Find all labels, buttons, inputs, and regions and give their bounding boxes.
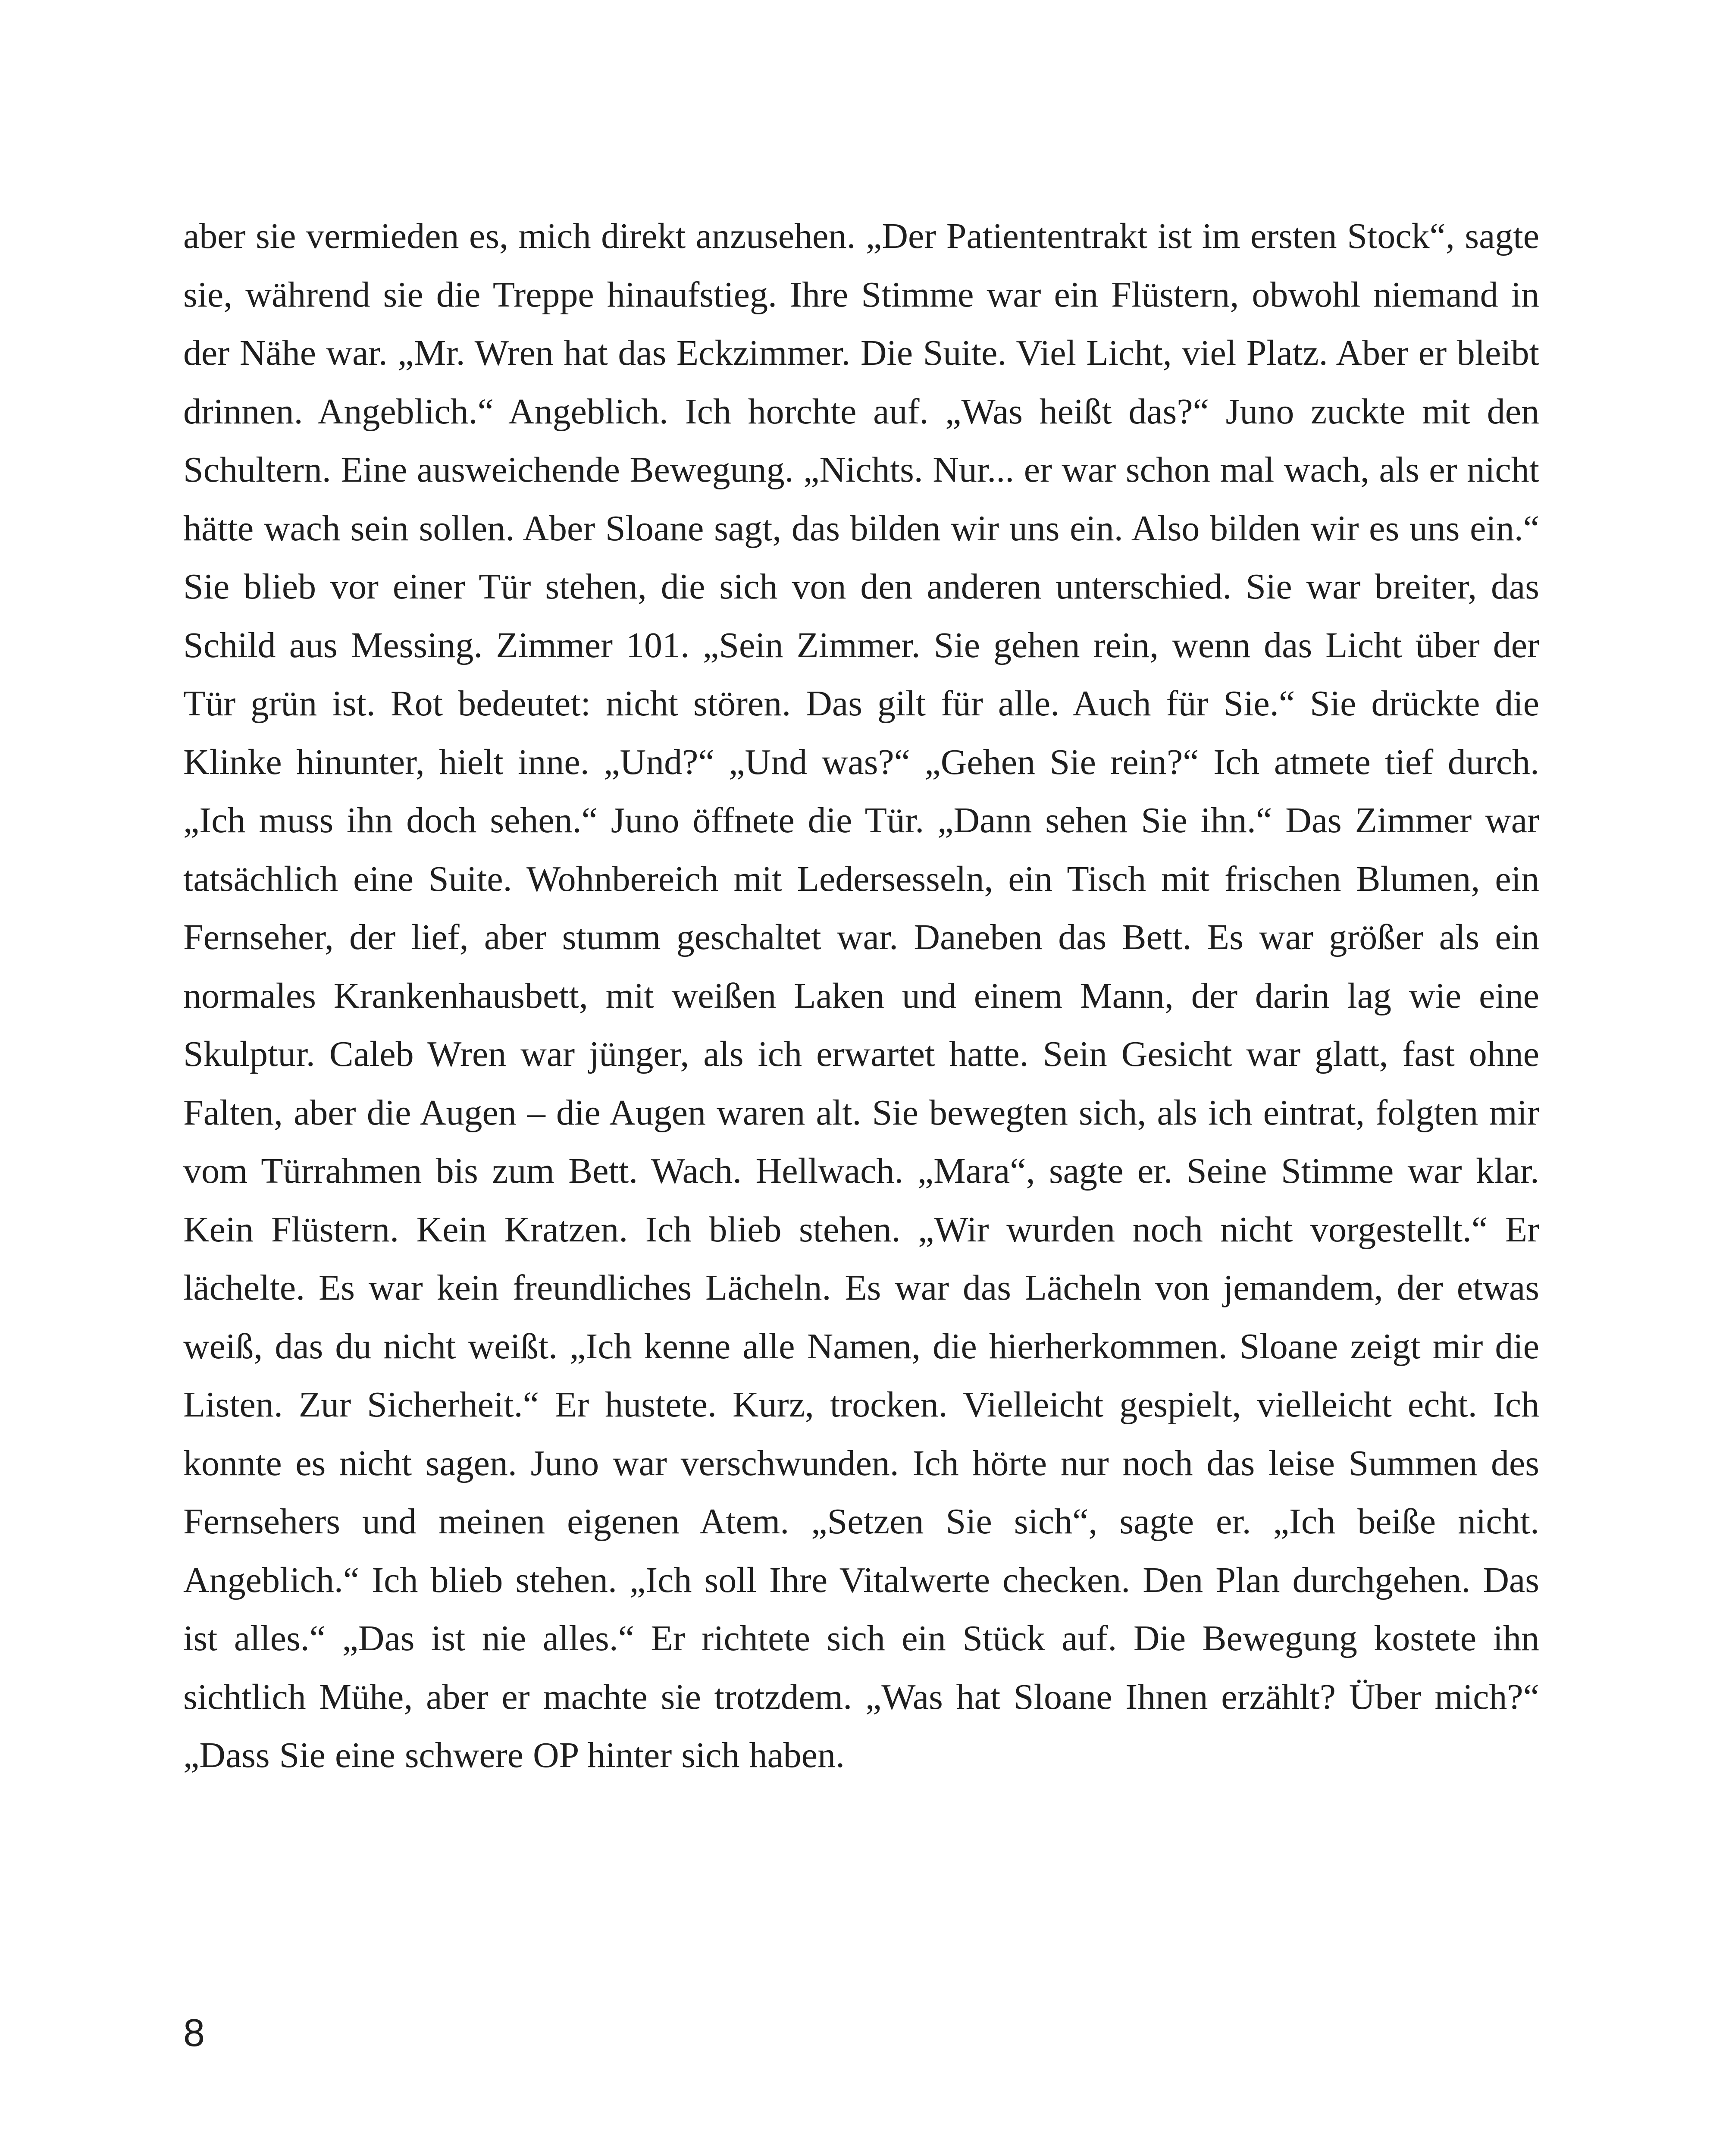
body-paragraph: aber sie vermieden es, mich direkt anzusehen. „Der Patiententrakt ist im ersten Stock“, sagte sie, während sie die Treppe hinaufstieg. Ihre Stimme war ein Flüstern, obwohl niemand in der Nähe war. „Mr. Wren hat das Eckzimmer. Die Suite. Viel Licht, viel Platz. Aber er bleibt drinnen. Angeblich.“ Angeblich. Ich horchte auf. „Was heißt das?“ Juno zuckte mit den Schultern. Eine ausweichende Bewegung. „Nichts. Nur... er war schon mal wach, als er nicht hätte wach sein sollen. Aber Sloane sagt, das bilden wir uns ein. Also bilden wir es uns ein.“ Sie blieb vor einer Tür stehen, die sich von den anderen unterschied. Sie war breiter, das Schild aus Messing. Zimmer 101. „Sein Zimmer. Sie gehen rein, wenn das Licht über der Tür grün ist. Rot bedeutet: nicht stören. Das gilt für alle. Auch für Sie.“ Sie drückte die Klinke hinunter, hielt inne. „Und?“ „Und was?“ „Gehen Sie rein?“ Ich atmete tief durch. „Ich muss ihn doch sehen.“ Juno öffnete die Tür. „Dann sehen Sie ihn.“ Das Zimmer war tatsächlich eine Suite. Wohnbereich mit Ledersesseln, ein Tisch mit frischen Blumen, ein Fernseher, der lief, aber stumm geschaltet war. Daneben das Bett. Es war größer als ein normales Krankenhausbett, mit weißen Laken und einem Mann, der darin lag wie eine Skulptur. Caleb Wren war jünger, als ich erwartet hatte. Sein Gesicht war glatt, fast ohne Falten, aber die Augen – die Augen waren alt. Sie bewegten sich, als ich eintrat, folgten mir vom Türrahmen bis zum Bett. Wach. Hellwach. „Mara“, sagte er. Seine Stimme war klar. Kein Flüstern. Kein Kratzen. Ich blieb stehen. „Wir wurden noch nicht vorgestellt.“ Er lächelte. Es war kein freundliches Lächeln. Es war das Lächeln von jemandem, der etwas weiß, das du nicht weißt. „Ich kenne alle Namen, die hierherkommen. Sloane zeigt mir die Listen. Zur Sicherheit.“ Er hustete. Kurz, trocken. Vielleicht gespielt, vielleicht echt. Ich konnte es nicht sagen. Juno war verschwunden. Ich hörte nur noch das leise Summen des Fernsehers und meinen eigenen Atem. „Setzen Sie sich“, sagte er. „Ich beiße nicht. Angeblich.“ Ich blieb stehen. „Ich soll Ihre Vitalwerte checken. Den Plan durchgehen. Das ist alles.“ „Das ist nie alles.“ Er richtete sich ein Stück auf. Die Bewegung kostete ihn sichtlich Mühe, aber er machte sie trotzdem. „Was hat Sloane Ihnen erzählt? Über mich?“ „Dass Sie eine schwere OP hinter sich haben. xyxy=(183,216,1539,1775)
page-number: 8 xyxy=(183,2012,205,2055)
